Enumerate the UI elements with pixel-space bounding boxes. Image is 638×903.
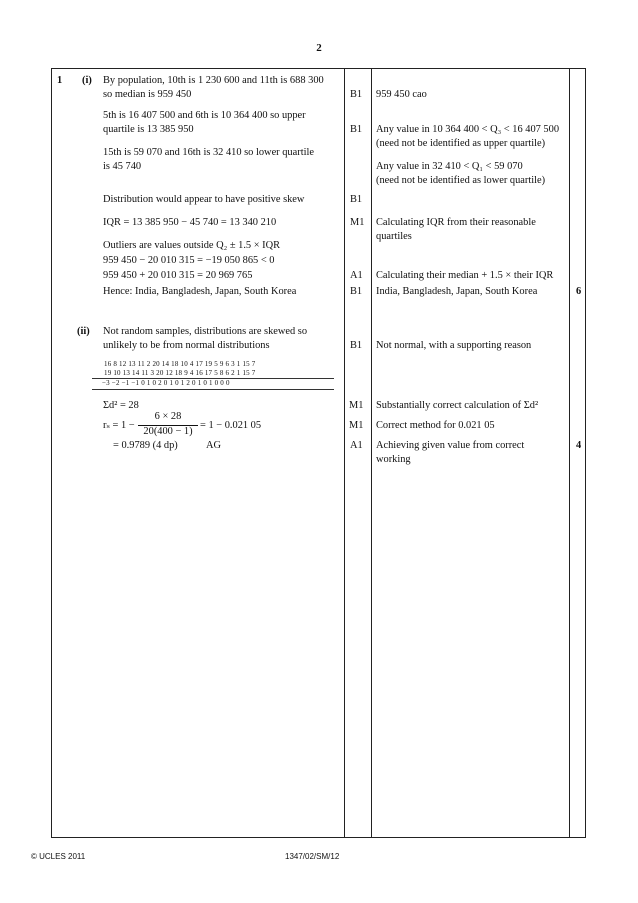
answer-line: Distribution would appear to have positive skew [103,194,305,205]
guidance-line: Achieving given value from correct [376,440,525,451]
difference-row: −3 −2 −1 −1 0 1 0 2 0 1 0 1 2 0 1 0 1 0 0 0 [102,379,230,387]
guidance-line: working [376,454,411,465]
fraction-numerator: 6 × 28 [154,411,182,422]
mark: B1 [350,286,363,297]
mark: A1 [350,440,363,451]
answer-line: 15th is 59 070 and 16th is 32 410 so lower quartile [103,147,314,158]
spearman-rhs: = 1 − 0.021 05 [200,420,262,431]
part-total: 6 [576,286,582,297]
mark: A1 [350,270,363,281]
guidance-line: Correct method for 0.021 05 [376,420,495,431]
answer-line: so median is 959 450 [103,89,192,100]
part-total: 4 [576,440,582,451]
answer-line: 959 450 − 20 010 315 = −19 050 865 < 0 [103,255,275,266]
answer-line: By population, 10th is 1 230 600 and 11th is 688 300 [103,75,324,86]
part-label-i: (i) [82,75,92,86]
mark: M1 [349,420,364,431]
column-divider-guidance [371,69,372,837]
answer-line: = 0.9789 (4 dp) [113,440,178,451]
rank-rule [92,389,334,390]
mark: B1 [350,89,363,100]
answer-line: unlikely to be from normal distributions [103,340,270,351]
answer-line: Σd² = 28 [103,400,139,411]
guidance-line: (need not be identified as upper quartile) [376,138,546,149]
spearman-lhs: rₛ = 1 − [103,420,135,431]
mark: M1 [350,217,365,228]
mark: M1 [349,400,364,411]
column-divider-marks [344,69,345,837]
guidance-line: Any value in 10 364 400 < Q₃ < 16 407 500 [376,124,560,135]
answer-line: quartile is 13 385 950 [103,124,194,135]
rank-row: 16 8 12 13 11 2 20 14 18 10 4 17 19 5 9 6 3 1 15 7 [104,360,256,368]
answer-line: 959 450 + 20 010 315 = 20 969 765 [103,270,253,281]
rank-row: 19 10 13 14 11 3 20 12 18 9 4 16 17 5 8 6 2 1 15 7 [104,369,256,377]
part-label-ii: (ii) [77,326,90,337]
guidance-line: India, Bangladesh, Japan, South Korea [376,286,538,297]
question-number: 1 [57,75,63,86]
answer-given-label: AG [206,440,222,451]
column-divider-total [569,69,570,837]
answer-line: IQR = 13 385 950 − 45 740 = 13 340 210 [103,217,277,228]
footer-code: 1347/02/SM/12 [285,852,340,861]
answer-line: 5th is 16 407 500 and 6th is 10 364 400 so upper [103,110,306,121]
answer-line: Outliers are values outside Q₂ ± 1.5 × IQR [103,240,281,251]
guidance-line: Substantially correct calculation of Σd² [376,400,539,411]
answer-line: Not random samples, distributions are skewed so [103,326,308,337]
guidance-line: Not normal, with a supporting reason [376,340,532,351]
guidance-line: 959 450 cao [376,89,427,100]
guidance-line: Calculating IQR from their reasonable [376,217,536,228]
footer-copyright: © UCLES 2011 [31,852,86,861]
guidance-line: Calculating their median + 1.5 × their IQR [376,270,554,281]
fraction-denominator: 20(400 − 1) [143,426,193,437]
guidance-line: quartiles [376,231,412,242]
answer-line: is 45 740 [103,161,142,172]
mark: B1 [350,340,363,351]
mark: B1 [350,194,363,205]
guidance-line: (need not be identified as lower quartile) [376,175,546,186]
page-number: 2 [316,42,322,54]
guidance-line: Any value in 32 410 < Q₁ < 59 070 [376,161,523,172]
answer-line: Hence: India, Bangladesh, Japan, South Korea [103,286,297,297]
mark: B1 [350,124,363,135]
